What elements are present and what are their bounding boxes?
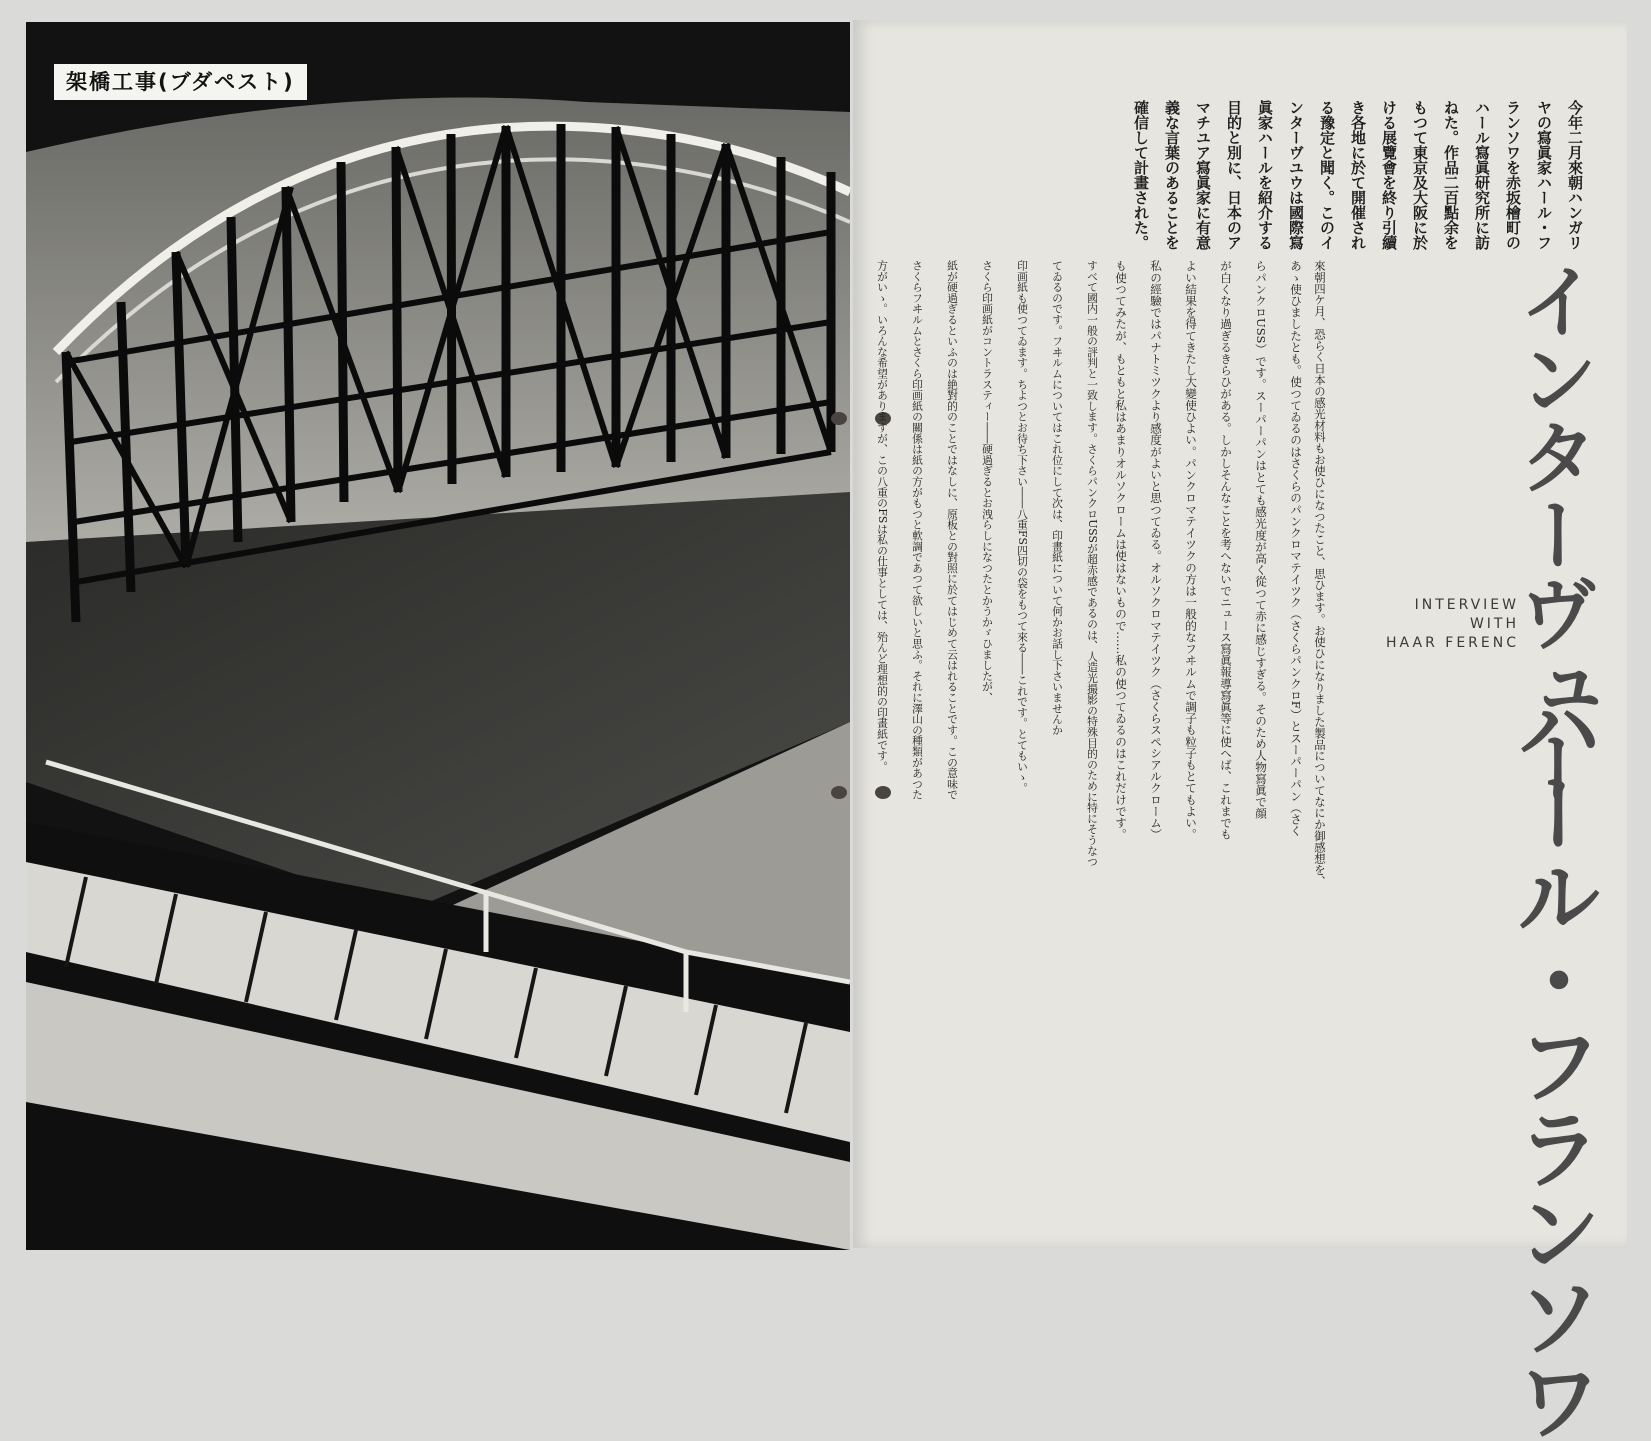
intro-line: 目的と別に、日本のア (1225, 100, 1243, 250)
photo-caption: 架橋工事(ブダペスト) (54, 64, 307, 100)
title-english-line: HAAR FERENC (1386, 635, 1519, 651)
intro-line: ヤの寫眞家ハール・フ (1535, 100, 1553, 250)
answer-line: らパンクロUSS）です。スーパーパンはとても感光度が高く從つて赤に感じすぎる。そのため人物寫眞で顔 (1254, 260, 1268, 820)
intro-line: 今年二月來朝ハンガリ (1566, 100, 1584, 250)
intro-line: もつて東京及大阪に於 (1411, 100, 1429, 250)
answer-line: 私の經驗ではパナトミツクより感度がよいと思つてゐる。オルソクロマテイツク（さくらスペシアルクローム） (1149, 260, 1163, 840)
intro-line: マチユア寫眞家に有意 (1194, 100, 1212, 250)
binding-hole (831, 412, 847, 425)
intro-line: ハール寫眞研究所に訪 (1473, 100, 1491, 250)
title-haar-francois: ハール・フランソワ (1501, 685, 1601, 1441)
answer-2 (865, 260, 1110, 1120)
intro-line: き各地に於て開催され (1349, 100, 1367, 250)
answer-line: よい結果を得てきたし大變使ひよい。パンクロマテイツクの方は一般的なフヰルムで調子も粒子もとてもよい。 (1184, 260, 1198, 840)
answer-1 (1103, 260, 1313, 1120)
intro-line: ンターヴユウは國際寫 (1287, 100, 1305, 250)
title-english-line: WITH (1469, 616, 1519, 632)
intro-line: ランソワを赤坂檜町の (1504, 100, 1522, 250)
answer-line: も使つてみたが、もともと私はあまりオルソクロームは使はないもので……私の使つてゐるのはこれだけです。 (1114, 260, 1128, 840)
intro-line: る豫定と聞く。このイ (1318, 100, 1336, 250)
left-page-photo (26, 22, 850, 1250)
intro-line: 確信して計畫された。 (1132, 100, 1150, 250)
title-english-line: INTERVIEW (1414, 597, 1519, 613)
answer-line: 紙が硬過ぎるといふのは絶對的のことではなしに、原板との對照に於てはじめて云はれることです。この意味で (946, 260, 959, 800)
answer-line: が白くなり過ぎるきらひがある。しかしそんなことを考へないでニュース寫眞報導寫眞等に使へば、これまでも (1219, 260, 1233, 840)
intro-line: 眞家ハールを紹介する (1256, 100, 1274, 250)
question-1: 來朝四ケ月、恐らく日本の感光材料もお使ひになつたこと、思ひます。お使ひになりました製品についてなにか御感想を、 (1313, 260, 1327, 887)
intro-line: 義な言葉のあることを (1163, 100, 1181, 250)
answer-line: さくらフヰルムとさくら印画紙の關係は紙の方がもつと軟調であつて欲しいと思ふ。それに澤山の種類があつた (911, 260, 924, 800)
answer-line: すべて國内一般の評判と一致します。さくらパンクロUSSが超赤感であるのは、人造光撮影の特殊目的のために特にそうなつ (1086, 260, 1099, 867)
answer-line: さくら印画紙がコントラスティー――硬過ぎるとお洩らしになつたとかうかゞひましたが、 (981, 260, 994, 703)
answer-line: 印画紙も使つてゐます。ちよつとお待ち下さい――八重FS四切の袋をもつて來る――これです。とてもいゝ。 (1016, 260, 1029, 794)
binding-hole (831, 786, 847, 799)
bridge-construction-photo (26, 22, 850, 1250)
answer-line: 方がいゝ。いろんな希望がありますが、この八重のFSは私の仕事としては、殆んど理想的の印畫紙です。 (876, 260, 889, 772)
right-page-article (853, 20, 1627, 1441)
title-interview: インターヴュー (1505, 260, 1598, 806)
answer-line: てゐるのです。フヰルムについてはこれ位にして次は、印畫紙について何かお話し下さいませんか (1051, 260, 1064, 736)
answer-line: あゝ使ひましたとも。使つてゐるのはさくらのパンクロマテイツク（さくらパンクロF）とスーパーパン（さく (1289, 260, 1303, 837)
intro-line: ける展覽會を終り引續 (1380, 100, 1398, 250)
intro-line: ねた。作品二百點余を (1442, 100, 1460, 250)
intro-paragraph (1125, 100, 1590, 270)
title-english (1363, 596, 1519, 653)
